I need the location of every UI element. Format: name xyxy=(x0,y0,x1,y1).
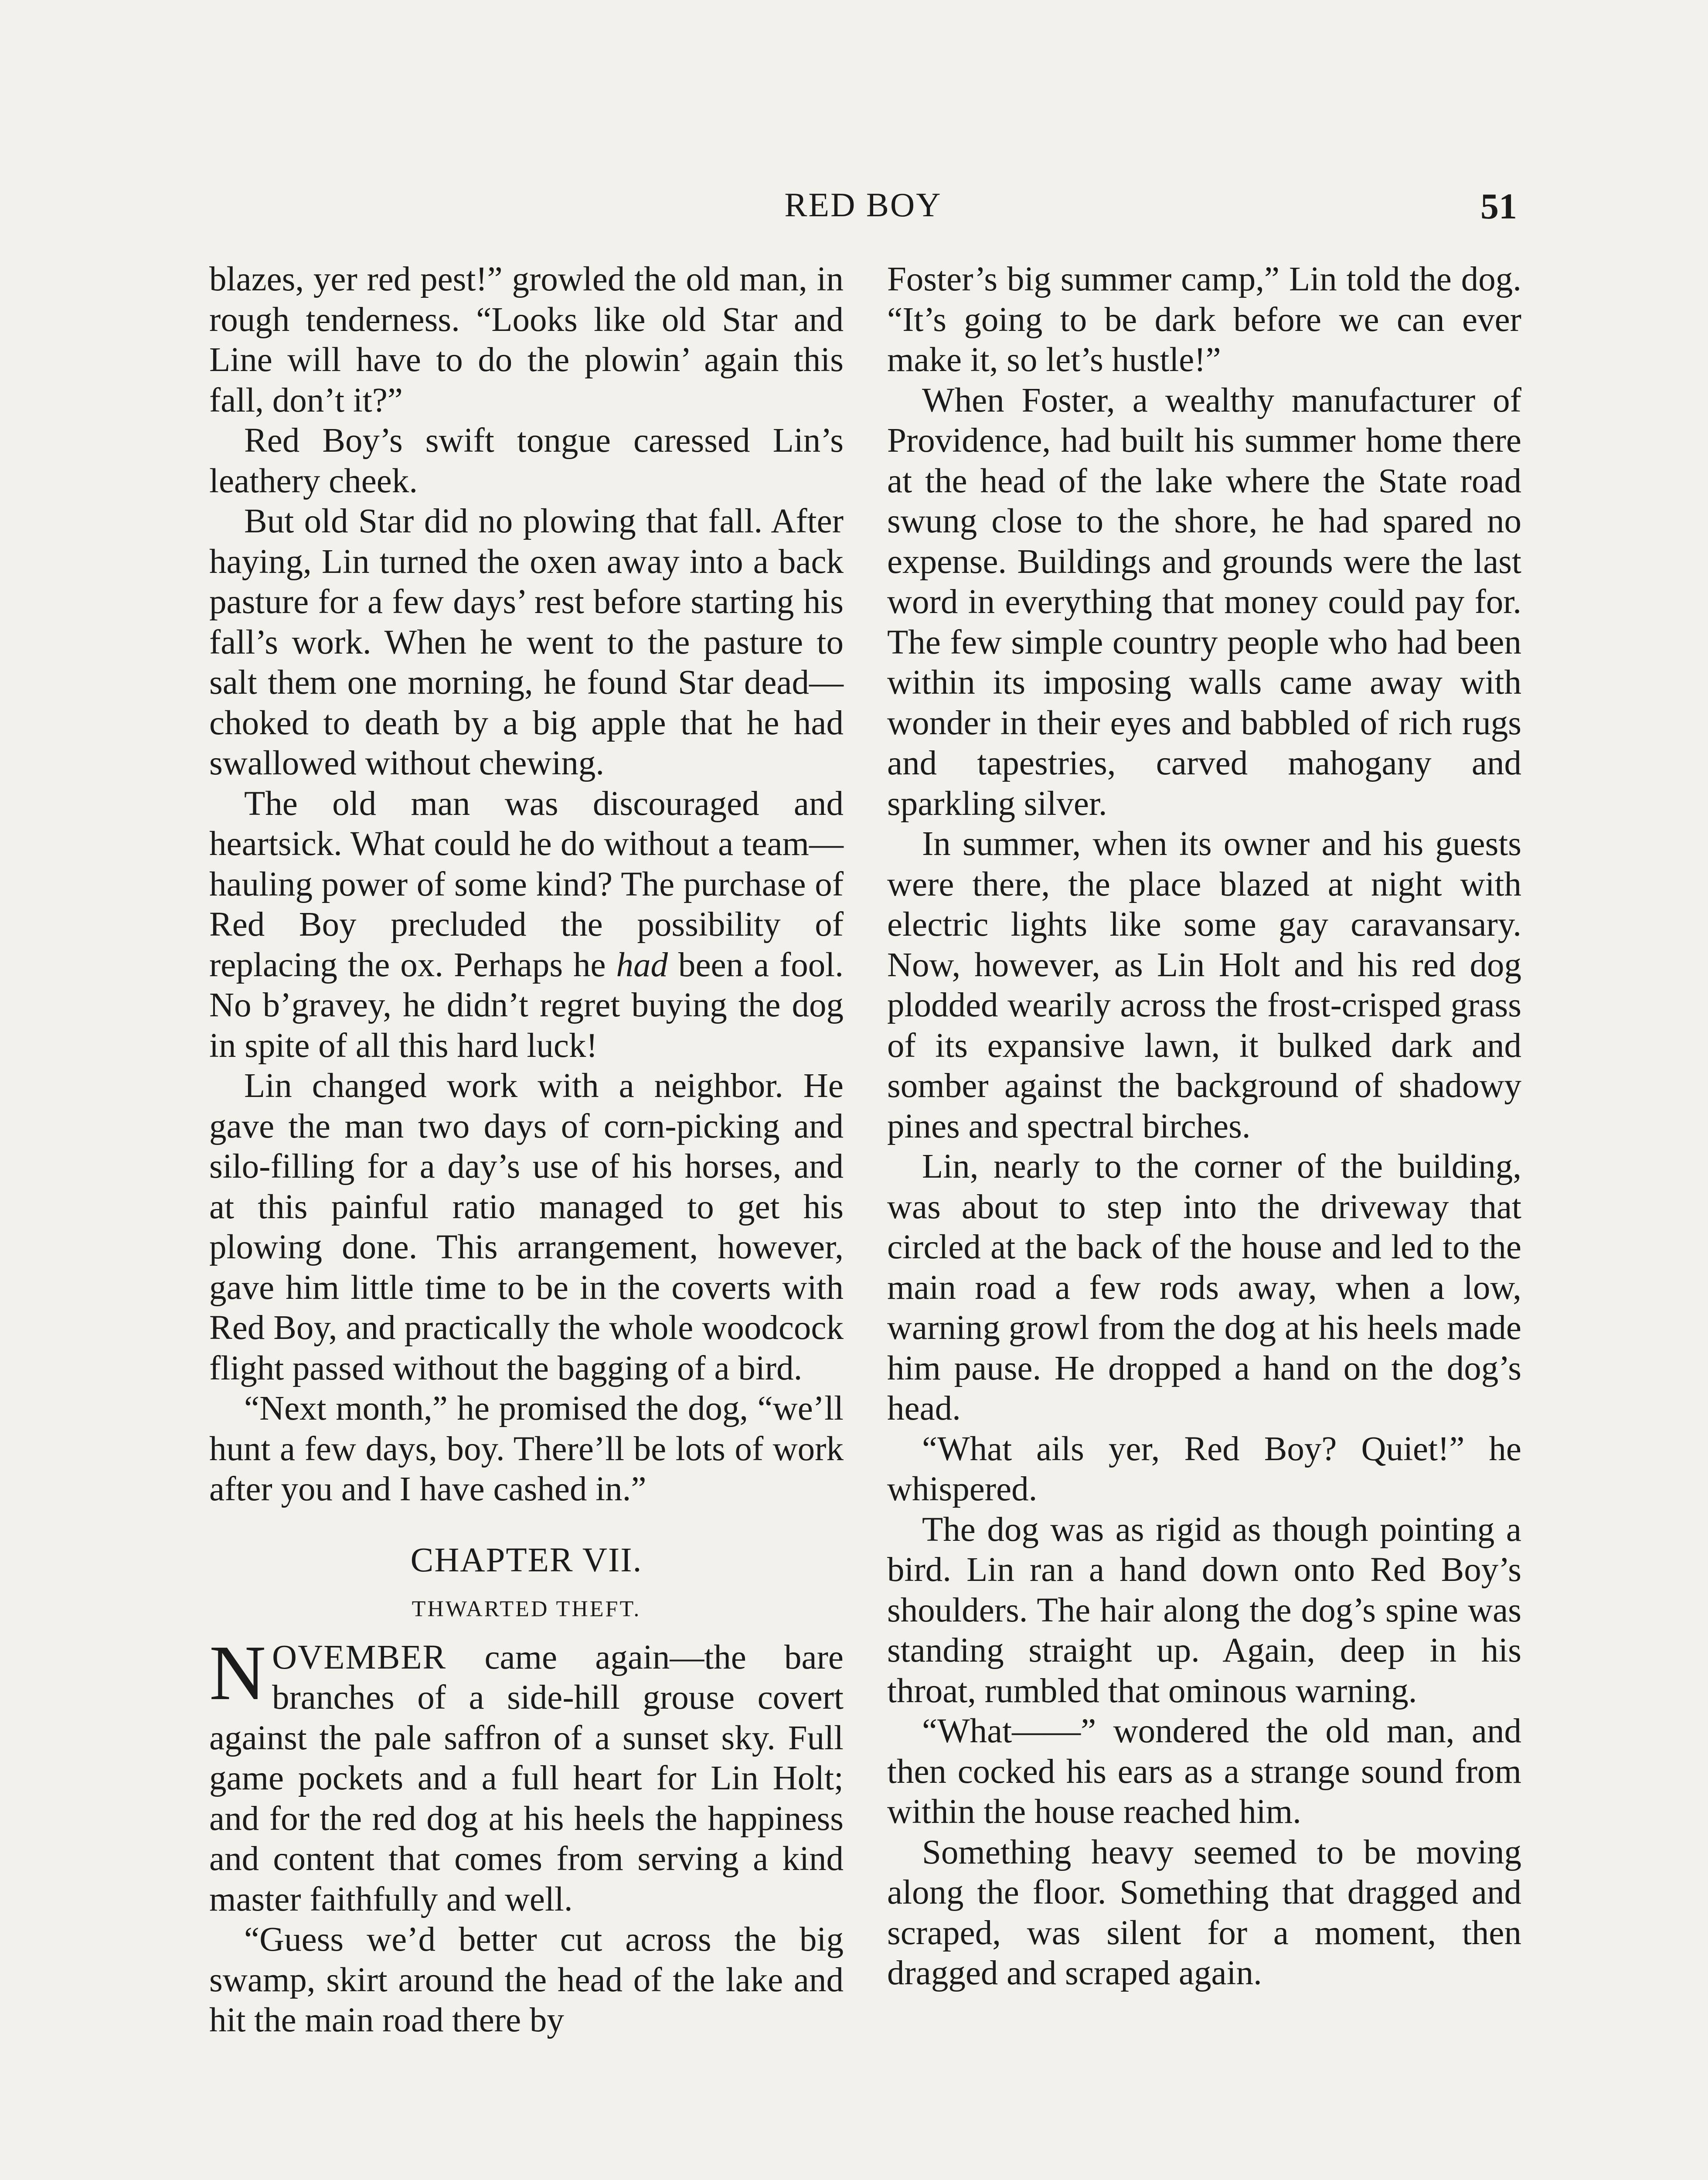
chapter-subtitle: THWARTED THEFT. xyxy=(412,1597,641,1621)
paragraph: Something heavy seemed to be moving along the floor. Something that dragged and scraped, was silent for a moment, then dragged and scraped again. xyxy=(887,1833,1521,1992)
opening-word: OVEMBER xyxy=(272,1638,447,1676)
paragraph: “What ails yer, Red Boy? Quiet!” he whispered. xyxy=(887,1430,1521,1508)
page-header xyxy=(209,185,1517,233)
paragraph: But old Star did no plowing that fall. After haying, Lin turned the oxen away into a back pasture for a few days’ rest before starting his fall’s work. When he went to the pasture to salt them one morning, he found Star dead—choked to death by a big apple that he had swallowed without chewing. xyxy=(209,502,844,782)
left-column xyxy=(209,259,844,2041)
chapter-opening-paragraph xyxy=(209,1629,844,1920)
running-head: RED BOY xyxy=(784,186,942,224)
paragraph-text: The old man was discouraged and heartsick. What could he do without a team—hauling power of some kind? The purchase of Red Boy precluded the possibility of replacing the ox. Perhaps he xyxy=(209,784,844,984)
page-number: 51 xyxy=(1480,186,1517,227)
paragraph: Red Boy’s swift tongue caressed Lin’s leathery cheek. xyxy=(209,422,844,500)
paragraph: Lin changed work with a neighbor. He gave the man two days of corn-picking and silo-filling for a day’s use of his horses, and at this painful ratio managed to get his plowing done. This arrangement, however, gave him little time to be in the coverts with Red Boy, and practically the whole woodcock flight passed without the bagging of a bird. xyxy=(209,1067,844,1387)
paragraph: “Next month,” he promised the dog, “we’ll hunt a few days, boy. There’ll be lots of work after you and I have cashed in.” xyxy=(209,1390,844,1508)
paragraph: When Foster, a wealthy manufacturer of Providence, had built his summer home there at the head of the lake where the State road swung close to the shore, he had spared no expense. Buildings and grounds were the last word in everything that money could pay for. The few simple country people who had been within its imposing walls came away with wonder in their eyes and babbled of rich rugs and tapestries, carved mahogany and sparkling silver. xyxy=(887,381,1521,823)
paragraph-text: been a fool. No b’gravey, he didn’t regret buying the dog in spite of all this hard luck! xyxy=(209,946,844,1065)
paragraph: The dog was as rigid as though pointing a bird. Lin ran a hand down onto Red Boy’s shoulders. The hair along the dog’s spine was standing straight up. Again, deep in his throat, rumbled that ominous warning. xyxy=(887,1510,1521,1710)
paragraph: In summer, when its owner and his guests were there, the place blazed at night with electric lights like some gay caravansary. Now, however, as Lin Holt and his red dog plodded wearily across the frost-crisped grass of its expansive lawn, it bulked dark and somber against the background of shadowy pines and spectral birches. xyxy=(887,825,1521,1145)
paragraph: Foster’s big summer camp,” Lin told the dog. “It’s going to be dark before we can ever make it, so let’s hustle!” xyxy=(887,260,1521,379)
drop-cap: N xyxy=(209,1629,266,1716)
right-column xyxy=(887,259,1521,1994)
emphasis-text: had xyxy=(616,946,668,984)
chapter-title: CHAPTER VII. xyxy=(410,1541,643,1579)
paragraph xyxy=(209,784,844,1066)
paragraph: “Guess we’d better cut across the big swamp, skirt around the head of the lake and hit the main road there by xyxy=(209,1921,844,2039)
paragraph: Lin, nearly to the corner of the building, was about to step into the driveway that circled at the back of the house and led to the main road a few rods away, when a low, warning growl from the dog at his heels made him pause. He dropped a hand on the dog’s head. xyxy=(887,1148,1521,1427)
paragraph: blazes, yer red pest!” growled the old man, in rough tenderness. “Looks like old Star and Line will have to do the plowin’ again this fall, don’t it?” xyxy=(209,260,844,419)
paragraph-text: came again—the bare branches of a side-hill grouse covert against the pale saffron of a sunset sky. Full game pockets and a full heart for Lin Holt; and for the red dog at his heels the happiness and content that comes from serving a kind master faithfully and well. xyxy=(209,1638,844,1918)
paragraph: “What——” wondered the old man, and then cocked his ears as a strange sound from within the house reached him. xyxy=(887,1712,1521,1831)
